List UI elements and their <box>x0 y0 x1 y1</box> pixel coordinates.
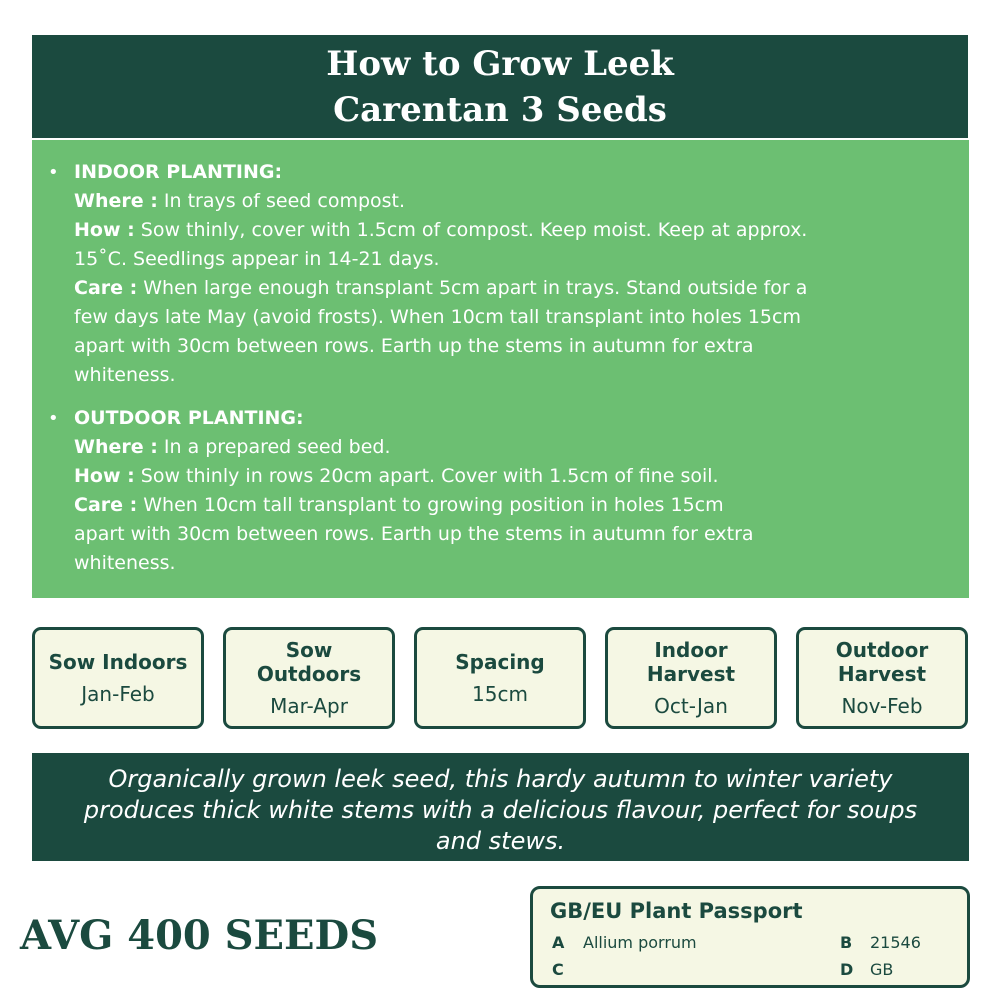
card-value: 15cm <box>472 682 528 706</box>
passport-value-d: GB <box>870 960 894 979</box>
bullet-icon: • <box>48 408 59 429</box>
indoor-care-cont-2: apart with 30cm between rows. Earth up the stems in autumn for extra <box>74 335 754 357</box>
card-label: Outdoor Harvest <box>835 638 929 686</box>
card-sow-indoors <box>32 627 204 729</box>
outdoor-care-cont-2: whiteness. <box>74 552 176 574</box>
outdoor-care <box>74 491 959 520</box>
indoor-care-cont-3: whiteness. <box>74 364 176 386</box>
passport-key-a: A <box>552 933 565 952</box>
passport-key-c: C <box>552 960 564 979</box>
card-value: Nov-Feb <box>841 694 923 718</box>
how-text: Sow thinly, cover with 1.5cm of compost. Keep moist. Keep at approx. <box>134 219 808 241</box>
where-text: In a prepared seed bed. <box>157 436 391 458</box>
indoor-how-cont: 15˚C. Seedlings appear in 14-21 days. <box>74 248 440 270</box>
planting-instructions <box>32 140 969 598</box>
card-value: Jan-Feb <box>81 682 155 706</box>
title-line-2: Carentan 3 Seeds <box>333 90 667 130</box>
description-line-2: produces thick white stems with a delicious flavour, perfect for soups <box>83 796 918 824</box>
outdoor-care-cont-1: apart with 30cm between rows. Earth up the stems in autumn for extra <box>74 523 754 545</box>
card-value: Oct-Jan <box>654 694 728 718</box>
card-spacing <box>414 627 586 729</box>
how-label: How : <box>74 465 135 487</box>
care-label: Care : <box>74 494 138 516</box>
growing-info-cards <box>32 627 969 729</box>
indoor-care-cont-1: few days late May (avoid frosts). When 10cm tall transplant into holes 15cm <box>74 306 801 328</box>
seed-count: AVG 400 SEEDS <box>20 912 379 959</box>
passport-value-a: Allium porrum <box>583 933 697 952</box>
card-label: Sow Indoors <box>48 650 188 674</box>
indoor-where <box>74 187 959 216</box>
card-label: Indoor Harvest <box>646 638 736 686</box>
card-sow-outdoors <box>223 627 395 729</box>
passport-key-b: B <box>840 933 853 952</box>
indoor-heading: INDOOR PLANTING: <box>74 161 283 183</box>
how-text: Sow thinly in rows 20cm apart. Cover with 1.5cm of fine soil. <box>134 465 719 487</box>
page-title <box>32 35 968 138</box>
outdoor-where <box>74 433 959 462</box>
care-label: Care : <box>74 277 138 299</box>
description-line-3: and stews. <box>435 827 566 855</box>
indoor-care <box>74 274 959 303</box>
plant-passport <box>530 886 970 988</box>
indoor-how <box>74 216 959 245</box>
card-label: Spacing <box>455 650 545 674</box>
outdoor-heading: OUTDOOR PLANTING: <box>74 407 304 429</box>
bullet-icon: • <box>48 162 59 183</box>
passport-title: GB/EU Plant Passport <box>550 899 803 923</box>
indoor-planting-section <box>48 158 959 390</box>
how-label: How : <box>74 219 135 241</box>
where-text: In trays of seed compost. <box>157 190 406 212</box>
where-label: Where : <box>74 190 158 212</box>
care-text: When 10cm tall transplant to growing position in holes 15cm <box>137 494 724 516</box>
where-label: Where : <box>74 436 158 458</box>
card-label: Sow Outdoors <box>256 638 362 686</box>
passport-value-b: 21546 <box>870 933 921 952</box>
care-text: When large enough transplant 5cm apart in trays. Stand outside for a <box>137 277 808 299</box>
product-description <box>32 753 969 861</box>
outdoor-how <box>74 462 959 491</box>
card-value: Mar-Apr <box>270 694 348 718</box>
card-outdoor-harvest <box>796 627 968 729</box>
description-line-1: Organically grown leek seed, this hardy autumn to winter variety <box>108 765 893 793</box>
card-indoor-harvest <box>605 627 777 729</box>
title-line-1: How to Grow Leek <box>326 44 674 84</box>
outdoor-planting-section <box>48 404 959 578</box>
passport-key-d: D <box>840 960 854 979</box>
